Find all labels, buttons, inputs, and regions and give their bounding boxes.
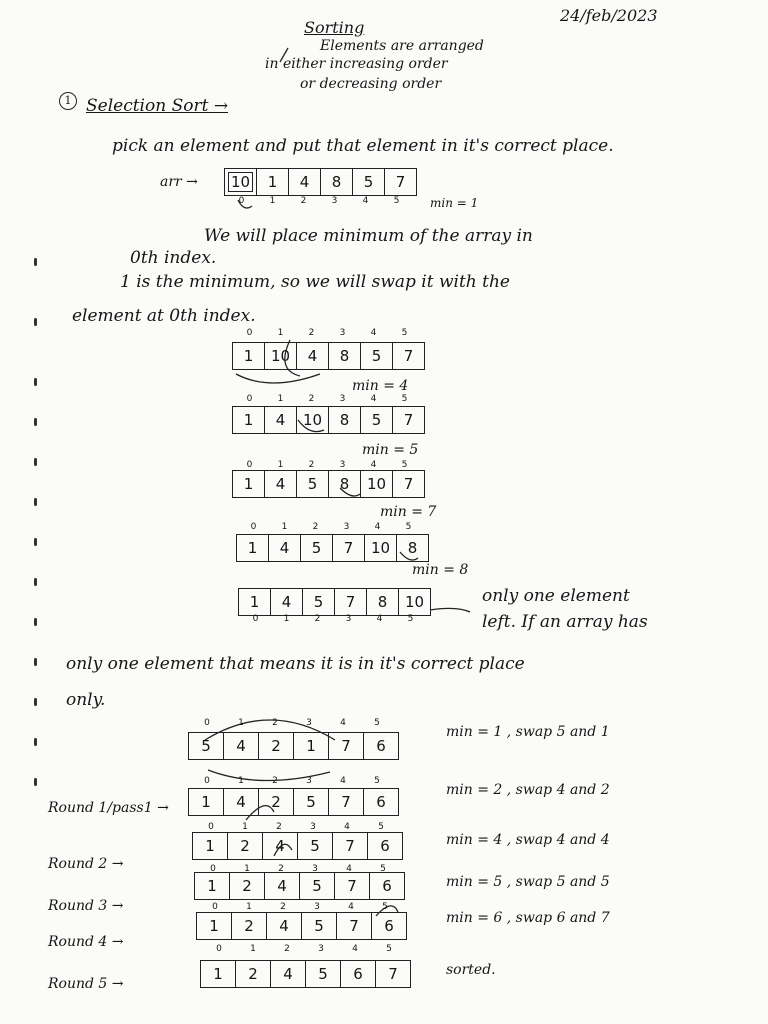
definition-line-2: in either increasing order [265, 56, 448, 72]
array-cell: 8 [321, 169, 353, 195]
array-cell: 4 [297, 343, 329, 369]
text-place-minimum-text: We will place minimum of the array in [204, 226, 533, 246]
step-array-indices: 0 1 2 3 4 5 [246, 328, 408, 338]
round-array-indices: 0 1 2 3 4 5 [204, 718, 380, 728]
text-minimum-swap: 1 is the minimum, so we will swap it with the [120, 272, 510, 292]
array-cell: 4 [269, 535, 301, 561]
array-cell: 10 [365, 535, 397, 561]
array-cell: 7 [333, 535, 365, 561]
array-cell: 1 [197, 913, 232, 939]
step-array-indices: 0 1 2 3 4 5 [246, 394, 408, 404]
array-cell: 5 [189, 733, 224, 759]
round-label: Round 5 → [48, 976, 124, 992]
section-number: 1 [59, 92, 77, 110]
array-cell: 7 [403, 347, 414, 365]
array-cell: 4 [271, 589, 303, 615]
array-cell: 7 [395, 173, 406, 191]
array-cell: 6 [380, 837, 390, 855]
array-cell: 1 [233, 471, 265, 497]
array-cell: 6 [384, 917, 394, 935]
round-array-indices: 0 1 2 3 4 5 [216, 944, 392, 954]
array-cell: 8 [407, 539, 418, 557]
array-cell: 1 [201, 961, 236, 987]
section-heading: Selection Sort → [86, 96, 229, 116]
array-cell: 5 [297, 471, 329, 497]
round-label: Round 1/pass1 → [48, 800, 169, 816]
array-cell: 7 [337, 913, 372, 939]
array-cell: 1 [189, 789, 224, 815]
text-pick-element: pick an element and put that element in it's correct place. [112, 136, 614, 156]
array-cell: 10 [361, 471, 393, 497]
round-label: Round 4 → [48, 934, 124, 950]
array-cell: 2 [236, 961, 271, 987]
array-cell: 2 [259, 789, 294, 815]
array-cell: 2 [259, 733, 294, 759]
array-cell: 4 [289, 169, 321, 195]
array-cell: 1 [195, 873, 230, 899]
array-cell: 4 [267, 913, 302, 939]
note-side-1: only one element [482, 586, 630, 606]
array-cell: 5 [303, 589, 335, 615]
array-cell: 4 [263, 833, 298, 859]
array-cell: 2 [230, 873, 265, 899]
round-note: min = 6 , swap 6 and 7 [446, 910, 610, 926]
array-cell: 5 [353, 169, 385, 195]
array-cell: 5 [298, 833, 333, 859]
step-array-indices: 0 1 2 3 4 5 [252, 614, 414, 624]
array-cell: 7 [333, 833, 368, 859]
array-cell: 6 [382, 877, 392, 895]
array-cell: 10 [404, 593, 425, 611]
array-cell: 10 [225, 169, 257, 195]
array-cell: 1 [294, 733, 329, 759]
text-index-0: 0th index. [130, 248, 217, 268]
array-cell: 5 [361, 343, 393, 369]
array-cell: 2 [228, 833, 263, 859]
array-cell: 5 [301, 535, 333, 561]
definition-line-1: Elements are arranged [320, 38, 484, 54]
min-label: min = 1 [430, 196, 479, 210]
array-cell: 5 [300, 873, 335, 899]
array-cell: 5 [294, 789, 329, 815]
round-note: min = 1 , swap 5 and 1 [446, 724, 610, 740]
array-cell: 4 [265, 873, 300, 899]
step-min-label: min = 5 [362, 442, 419, 458]
page-date: 24/feb/2023 [560, 6, 658, 25]
array-cell: 1 [233, 343, 265, 369]
round-label: Round 3 → [48, 898, 124, 914]
array-cell: 8 [329, 471, 361, 497]
array-cell: 7 [335, 873, 370, 899]
array-cell: 4 [265, 407, 297, 433]
array-cell: 4 [224, 789, 259, 815]
round-note: sorted. [446, 962, 496, 978]
round-note: min = 2 , swap 4 and 2 [446, 782, 610, 798]
step-array-indices: 0 1 2 3 4 5 [250, 522, 412, 532]
array-cell: 7 [329, 733, 364, 759]
round-array-indices: 0 1 2 3 4 5 [208, 822, 384, 832]
array-cell: 8 [329, 407, 361, 433]
array-initial-indices: 0 1 2 3 4 5 [238, 196, 400, 206]
round-label: Round 2 → [48, 856, 124, 872]
round-note: min = 5 , swap 5 and 5 [446, 874, 610, 890]
array-cell: 5 [306, 961, 341, 987]
round-array-indices: 0 1 2 3 4 5 [212, 902, 388, 912]
step-min-label: min = 8 [412, 562, 469, 578]
array-cell: 6 [376, 737, 386, 755]
array-cell: 5 [302, 913, 337, 939]
array-cell: 7 [329, 789, 364, 815]
array-cell: 4 [265, 471, 297, 497]
step-min-label: min = 4 [352, 378, 409, 394]
step-min-label: min = 7 [380, 504, 437, 520]
array-cell: 5 [361, 407, 393, 433]
definition-line-3: or decreasing order [300, 76, 442, 92]
page-title: Sorting [304, 18, 365, 37]
array-cell: 7 [335, 589, 367, 615]
array-cell: 1 [237, 535, 269, 561]
array-cell: 1 [257, 169, 289, 195]
array-cell: 1 [193, 833, 228, 859]
step-array-indices: 0 1 2 3 4 5 [246, 460, 408, 470]
array-cell: 10 [265, 343, 297, 369]
round-array-indices: 0 1 2 3 4 5 [210, 864, 386, 874]
array-cell: 1 [233, 407, 265, 433]
array-cell: 10 [297, 407, 329, 433]
array-cell: 4 [271, 961, 306, 987]
array-cell: 7 [403, 475, 414, 493]
round-note: min = 4 , swap 4 and 4 [446, 832, 610, 848]
array-cell: 4 [224, 733, 259, 759]
array-cell: 6 [341, 961, 376, 987]
array-cell: 2 [232, 913, 267, 939]
array-cell: 8 [367, 589, 399, 615]
array-cell: 1 [239, 589, 271, 615]
array-cell: 7 [403, 411, 414, 429]
array-cell: 7 [388, 965, 398, 983]
text-element-at-index: element at 0th index. [72, 306, 256, 326]
note-side-2: left. If an array has [482, 612, 648, 632]
note-line-1: only one element that means it is in it's correct place [66, 654, 525, 674]
array-cell: 6 [376, 793, 386, 811]
array-cell: 8 [329, 343, 361, 369]
arr-label: arr → [160, 174, 198, 190]
note-line-2: only. [66, 690, 106, 710]
round-array-indices: 0 1 2 3 4 5 [204, 776, 380, 786]
